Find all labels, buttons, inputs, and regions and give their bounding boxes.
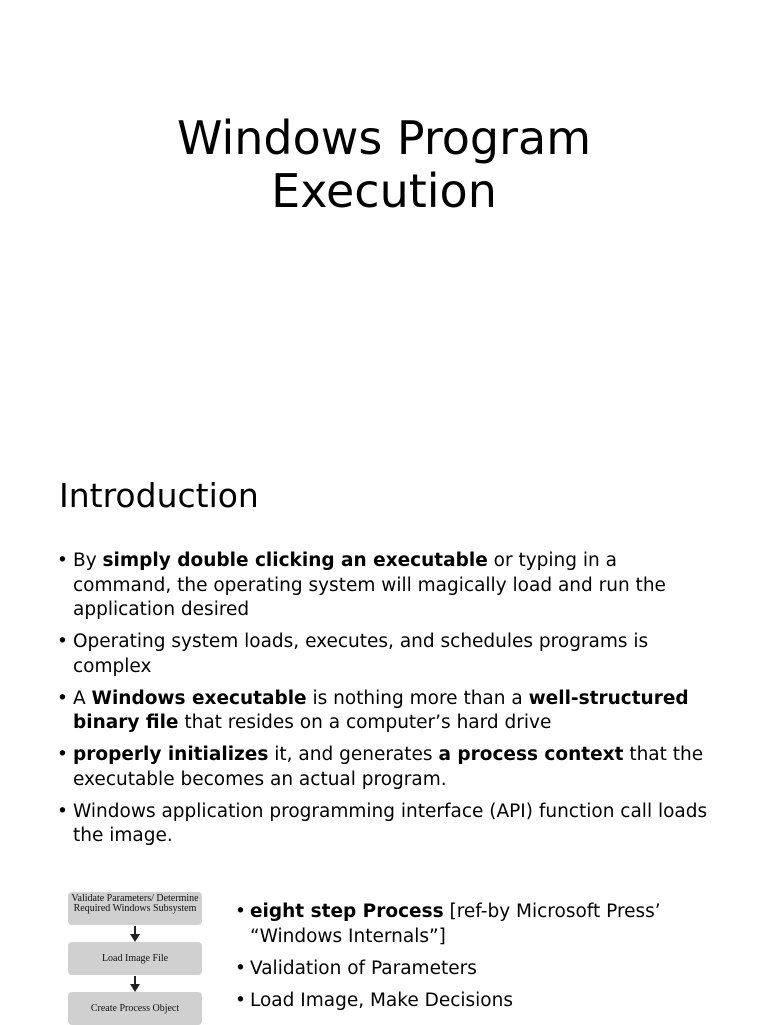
bullet-bold-text: properly initializes — [73, 744, 269, 765]
bullet-bold-text: eight step Process — [250, 901, 444, 922]
bullet-text: By — [73, 550, 103, 571]
bullet-text: it, and generates — [268, 744, 439, 765]
bullet-text: A — [73, 687, 92, 709]
bullet-text: Operating system loads, executes, and schedules programs is complex — [73, 631, 649, 677]
bullet-item — [235, 900, 735, 949]
bullet-bold-text: a process context — [438, 744, 624, 765]
bullet-item — [57, 630, 717, 679]
bullet-text: that resides on a computer’s hard drive — [178, 712, 552, 733]
slide-heading: Introduction — [59, 476, 259, 515]
bullet-bold-text: Windows executable — [91, 687, 307, 709]
bullet-text: Windows application programming interface (API) function call loads the image. — [73, 800, 708, 846]
bullet-text: or typing in a command, the operating system will magically load and run the application desired — [73, 550, 666, 620]
bullet-list — [235, 900, 735, 1021]
bullet-text: Validation of Parameters — [250, 957, 477, 979]
bullet-text: is nothing more than a — [306, 687, 529, 709]
bullet-text: [ref-by Microsoft Press’ “Windows Internals”] — [250, 901, 661, 947]
bullet-item — [57, 549, 717, 623]
bullet-item — [57, 800, 717, 849]
down-arrow-icon — [68, 975, 202, 992]
down-arrow-icon — [68, 925, 202, 942]
introduction-slide — [0, 440, 768, 846]
flow-step-load-image: Load Image File — [68, 942, 202, 975]
bullet-text: that the executable becomes an actual program. — [73, 744, 704, 790]
bullet-item — [57, 743, 717, 792]
slide-title-line2: Execution — [271, 164, 497, 218]
bullet-item — [57, 687, 717, 736]
bullet-list — [57, 549, 717, 856]
bullet-item — [235, 989, 735, 1014]
process-slide — [0, 870, 768, 1024]
process-flowchart — [68, 892, 202, 1025]
slide-title-line1: Windows Program — [176, 111, 592, 165]
title-slide — [0, 0, 768, 420]
bullet-item — [235, 957, 735, 982]
flow-step-validate: Validate Parameters/ Determine Required Windows Subsystem — [68, 892, 202, 925]
bullet-bold-text: simply double clicking an executable — [102, 550, 488, 571]
bullet-bold-text: well-structured binary file — [73, 687, 689, 733]
slide-title — [0, 112, 768, 218]
bullet-text: Load Image, Make Decisions — [250, 989, 513, 1011]
flow-step-create-process: Create Process Object — [68, 992, 202, 1025]
